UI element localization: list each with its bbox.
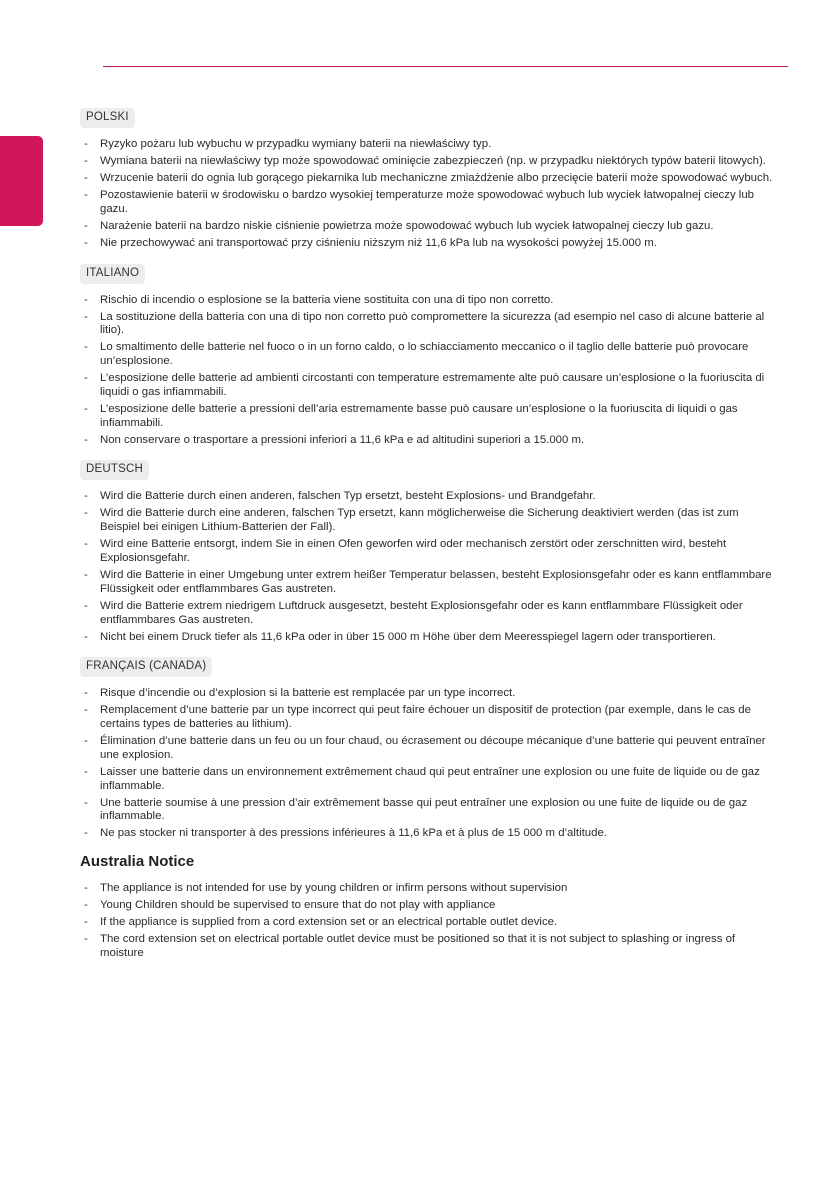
list-item: - Wird die Batterie durch einen anderen, falschen Typ ersetzt, besteht Explosions- und Brandgefahr. <box>84 490 775 504</box>
language-side-tab <box>0 136 43 226</box>
list-item: - The appliance is not intended for use by young children or infirm persons without supervision <box>84 882 775 896</box>
list-item: - Non conservare o trasportare a pressioni inferiori a 11,6 kPa e ad altitudini superiori a 15.000 m. <box>84 434 775 448</box>
list-item: - Ryzyko pożaru lub wybuchu w przypadku wymiany baterii na niewłaściwy typ. <box>84 138 775 152</box>
list-item: - Ne pas stocker ni transporter à des pressions inférieures à 11,6 kPa et à plus de 15 000 m d’altitude. <box>84 827 775 841</box>
list-item: - Élimination d’une batterie dans un feu ou un four chaud, ou écrasement ou découpe mécanique d’une batterie qui peuvent entraîner une explosion. <box>84 735 775 763</box>
section-deutsch <box>80 459 775 644</box>
list-item: - Narażenie baterii na bardzo niskie ciśnienie powietrza może spowodować wybuch lub wyciek łatwopalnej cieczy lub gazu. <box>84 220 775 234</box>
language-label: POLSKI <box>80 108 135 128</box>
list-item: - Wird die Batterie extrem niedrigem Luftdruck ausgesetzt, besteht Explosionsgefahr oder es kann entflammbare Flüssigkeit oder entflammbares Gas austreten. <box>84 600 775 628</box>
notice-list <box>80 882 775 961</box>
language-label: ITALIANO <box>80 264 145 284</box>
section-polski <box>80 107 775 251</box>
list-item: - Nicht bei einem Druck tiefer als 11,6 kPa oder in über 15 000 m Höhe über dem Meeresspiegel lagern oder transportieren. <box>84 631 775 645</box>
list-item: - Une batterie soumise à une pression d’air extrêmement basse qui peut entraîner une explosion ou une fuite de liquide ou de gaz inflammable. <box>84 797 775 825</box>
section-heading: Australia Notice <box>80 853 195 871</box>
list-item: - L’esposizione delle batterie a pressioni dell’aria estremamente basse può causare un’esplosione o la fuoriuscita di liquidi o gas infiammabili. <box>84 403 775 431</box>
list-item: - Lo smaltimento delle batterie nel fuoco o in un forno caldo, o lo schiacciamento meccanico o il taglio delle batterie può provocare un’esplosione. <box>84 341 775 369</box>
list-item: - Wird eine Batterie entsorgt, indem Sie in einen Ofen geworfen wird oder mechanisch zerstört oder zerschnitten wird, besteht Explosionsgefahr. <box>84 538 775 566</box>
list-item: - Nie przechowywać ani transportować przy ciśnieniu niższym niż 11,6 kPa lub na wysokości powyżej 15.000 m. <box>84 237 775 251</box>
list-item: - Rischio di incendio o esplosione se la batteria viene sostituita con una di tipo non corretto. <box>84 294 775 308</box>
list-item: - Remplacement d’une batterie par un type incorrect qui peut faire échouer un dispositif de protection (par exemple, dans le cas de certains types de batteries au lithium). <box>84 704 775 732</box>
list-item: - Pozostawienie baterii w środowisku o bardzo wysokiej temperaturze może spowodować wybuch lub wyciek łatwopalnej cieczy lub gazu. <box>84 189 775 217</box>
list-item: - Wymiana baterii na niewłaściwy typ może spowodować ominięcie zabezpieczeń (np. w przypadku niektórych typów baterii litowych). <box>84 155 775 169</box>
section-australia-notice <box>80 853 775 961</box>
list-item: - Wird die Batterie in einer Umgebung unter extrem heißer Temperatur belassen, besteht Explosionsgefahr oder es kann entflammbare Flüssigkeit oder entflammbares Gas austreten. <box>84 569 775 597</box>
document-body <box>80 107 775 973</box>
language-label: DEUTSCH <box>80 460 149 480</box>
warning-list <box>80 294 775 448</box>
list-item: - Young Children should be supervised to ensure that do not play with appliance <box>84 899 775 913</box>
list-item: - The cord extension set on electrical portable outlet device must be positioned so that it is not subject to splashing or ingress of moisture <box>84 933 775 961</box>
list-item: - Laisser une batterie dans un environnement extrêmement chaud qui peut entraîner une explosion ou une fuite de liquide ou de gaz inflammable. <box>84 766 775 794</box>
section-francais-canada <box>80 656 775 841</box>
list-item: - L’esposizione delle batterie ad ambienti circostanti con temperature estremamente alte può causare un’esplosione o la fuoriuscita di liquidi o gas infiammabili. <box>84 372 775 400</box>
list-item: - La sostituzione della batteria con una di tipo non corretto può compromettere la sicurezza (ad esempio nel caso di alcune batterie al litio). <box>84 311 775 339</box>
language-label: FRANÇAIS (CANADA) <box>80 657 212 677</box>
warning-list <box>80 687 775 841</box>
list-item: - Wrzucenie baterii do ognia lub gorącego piekarnika lub mechaniczne zmiażdżenie albo przecięcie baterii może spowodować wybuch. <box>84 172 775 186</box>
warning-list <box>80 490 775 644</box>
list-item: - Wird die Batterie durch eine anderen, falschen Typ ersetzt, kann möglicherweise die Sicherung deaktiviert werden (das ist zum Beispiel bei einigen Lithium-Batterien der Fall). <box>84 507 775 535</box>
list-item: - If the appliance is supplied from a cord extension set or an electrical portable outlet device. <box>84 916 775 930</box>
header-rule <box>103 66 788 67</box>
section-italiano <box>80 263 775 448</box>
warning-list <box>80 138 775 251</box>
list-item: - Risque d’incendie ou d’explosion si la batterie est remplacée par un type incorrect. <box>84 687 775 701</box>
